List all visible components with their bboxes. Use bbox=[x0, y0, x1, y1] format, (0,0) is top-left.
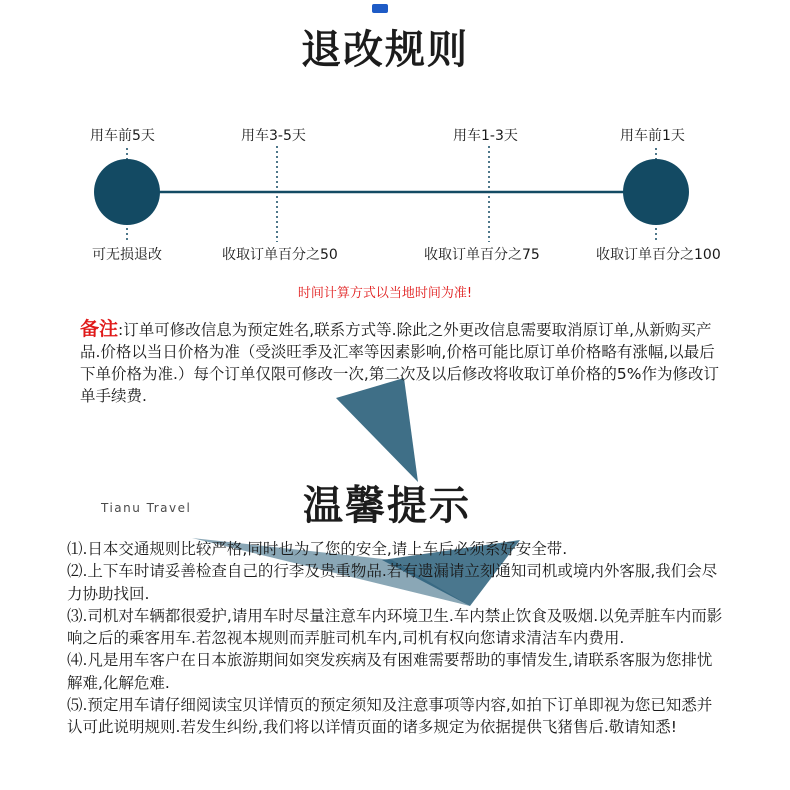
tips-list bbox=[67, 538, 727, 739]
tip-item: ⑷.凡是用车客户在日本旅游期间如突发疾病及有困难需要帮助的事情发生,请联系客服为您排忧解难,化解危难. bbox=[67, 651, 713, 692]
stage-start-circle bbox=[94, 159, 160, 225]
tip-item: ⑸.预定用车请仔细阅读宝贝详情页的预定须知及注意事项等内容,如拍下订单即视为您已知悉并认可此说明规则.若发生纠纷,我们将以详情页面的诸多规定为依据提供飞猪售后.敬请知悉! bbox=[67, 696, 713, 737]
remark-label: 备注 bbox=[80, 318, 119, 340]
stage-1-label: 用车前5天 bbox=[90, 128, 155, 144]
page-title: 退改规则 bbox=[301, 27, 469, 73]
tip-item: ⑶.司机对车辆都很爱护,请用车时尽量注意车内环境卫生.车内禁止饮食及吸烟.以免弄脏车内而影响之后的乘客用车.若忽视本规则而弄脏司机车内,司机有权向您请求清洁车内费用. bbox=[67, 606, 723, 648]
stage-1-fee: 可无损退改 bbox=[92, 247, 162, 263]
remark-paragraph bbox=[80, 318, 720, 407]
tip-item: ⑵.上下车时请妥善检查自己的行李及贵重物品.若有遗漏请立刻通知司机或境内外客服,我们会尽力协助找回. bbox=[67, 562, 718, 603]
stage-2-fee: 收取订单百分之50 bbox=[222, 247, 338, 263]
tip-item: ⑴.日本交通规则比较严格,同时也为了您的安全,请上车后必须系好安全带. bbox=[67, 540, 568, 558]
tips-title: 温馨提示 bbox=[303, 483, 471, 529]
brand-watermark: Tianu Travel bbox=[101, 501, 192, 515]
stage-4-fee: 收取订单百分之100 bbox=[596, 247, 721, 263]
stage-3-fee: 收取订单百分之75 bbox=[424, 247, 540, 263]
stage-2-label: 用车3-5天 bbox=[241, 128, 306, 144]
stage-3-label: 用车1-3天 bbox=[453, 128, 518, 144]
time-note: 时间计算方式以当地时间为准! bbox=[297, 286, 473, 301]
stage-4-label: 用车前1天 bbox=[620, 128, 685, 144]
stage-end-circle bbox=[623, 159, 689, 225]
remark-text: :订单可修改信息为预定姓名,联系方式等.除此之外更改信息需要取消原订单,从新购买产品.价格以当日价格为准（受淡旺季及汇率等因素影响,价格可能比原订单价格略有涨幅,以最后下单价格为准.）每个订单仅限可修改一次,第二次及以后修改将收取订单价格的5%作为修改订单手续费. bbox=[80, 321, 719, 405]
